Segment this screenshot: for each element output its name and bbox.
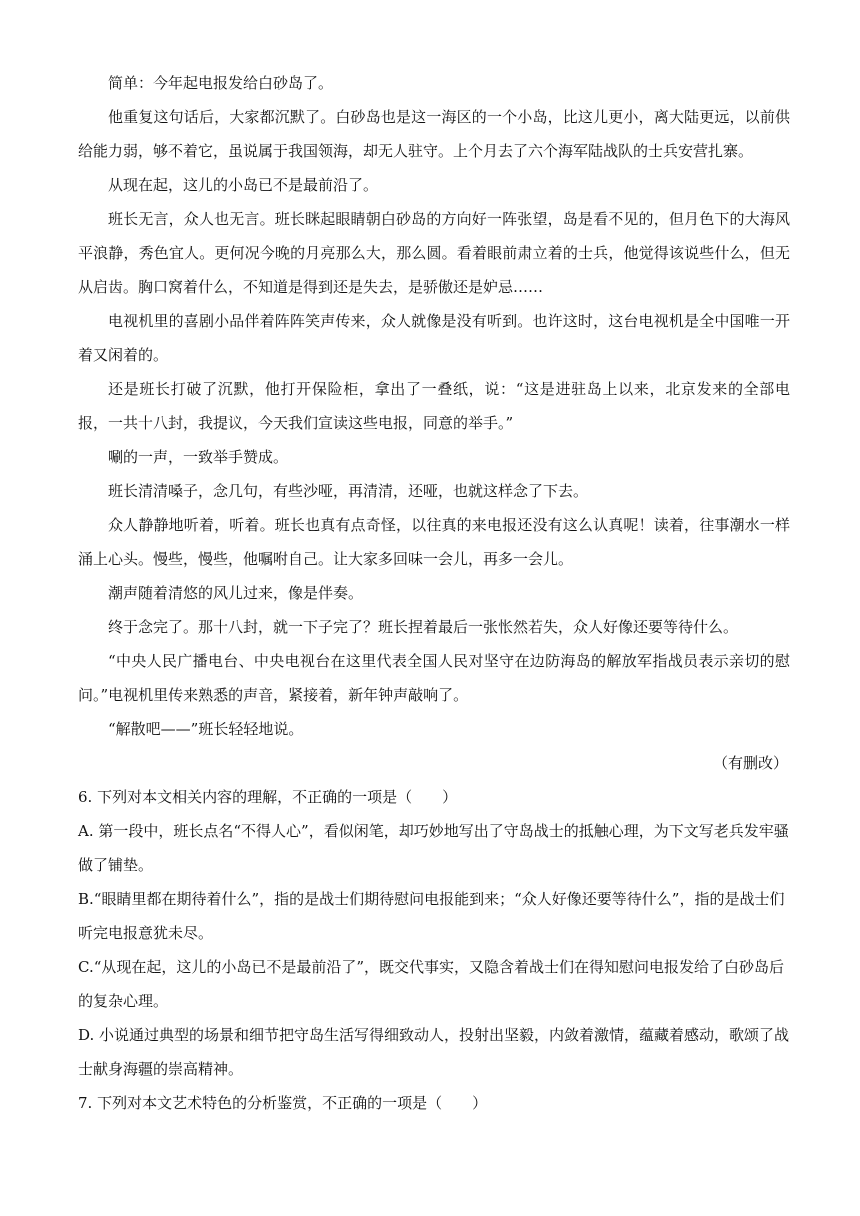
question-stem: 6. 下列对本文相关内容的理解，不正确的一项是（ ） [78, 788, 458, 806]
question-stem: 7. 下列对本文艺术特色的分析鉴赏，不正确的一项是（ ） [78, 1094, 488, 1112]
story-paragraph: 班长清清嗓子，念几句，有些沙哑，再清清，还哑，也就这样念了下去。 [108, 482, 589, 500]
story-paragraph: 终于念完了。那十八封，就一下子完了？班长捏着最后一张怅然若失，众人好像还要等待什么。 [108, 618, 739, 636]
story-paragraph: 唰的一声，一致举手赞成。 [108, 448, 289, 466]
story-paragraph: 电视机里的喜剧小品伴着阵阵笑声传来，众人就像是没有听到。也许这时，这台电视机是全中国唯一开着又闲着的。 [78, 312, 790, 364]
answer-option-a: A. 第一段中，班长点名“不得人心”，看似闲笔，却巧妙地写出了守岛战士的抵触心理，为下文写老兵发牢骚做了铺垫。 [78, 822, 789, 874]
story-paragraph: 简单：今年起电报发给白砂岛了。 [108, 74, 334, 92]
source-note: （有删改） [712, 754, 788, 772]
document-page [78, 66, 790, 1120]
story-paragraph: “解散吧——”班长轻轻地说。 [108, 720, 304, 738]
story-paragraph: 班长无言，众人也无言。班长眯起眼睛朝白砂岛的方向好一阵张望，岛是看不见的，但月色下的大海风平浪静，秀色宜人。更何况今晚的月亮那么大，那么圆。看着眼前肃立着的士兵，他觉得该说些什么，但无从启齿。胸口窝着什么，不知道是得到还是失去，是骄傲还是妒忌…… [78, 210, 790, 296]
answer-option-d: D. 小说通过典型的场景和细节把守岛生活写得细致动人，投射出坚毅，内敛着激情，蕴藏着感动，歌颂了战士献身海疆的崇高精神。 [78, 1026, 790, 1078]
story-paragraph: 众人静静地听着，听着。班长也真有点奇怪，以往真的来电报还没有这么认真呢！读着，往事潮水一样涌上心头。慢些，慢些，他嘱咐自己。让大家多回味一会儿，再多一会儿。 [78, 516, 790, 568]
story-paragraph: 潮声随着清悠的风儿过来，像是伴奏。 [108, 584, 364, 602]
answer-option-b: B.“眼睛里都在期待着什么”，指的是战士们期待慰问电报能到来；“众人好像还要等待什么”，指的是战士们听完电报意犹未尽。 [78, 890, 785, 942]
story-paragraph: “中央人民广播电台、中央电视台在这里代表全国人民对坚守在边防海岛的解放军指战员表示亲切的慰问。”电视机里传来熟悉的声音，紧接着，新年钟声敲响了。 [78, 652, 790, 704]
story-paragraph: 他重复这句话后，大家都沉默了。白砂岛也是这一海区的一个小岛，比这儿更小，离大陆更远，以前供给能力弱，够不着它，虽说属于我国领海，却无人驻守。上个月去了六个海军陆战队的士兵安营扎寨。 [78, 108, 790, 160]
answer-option-c: C.“从现在起，这儿的小岛已不是最前沿了”，既交代事实，又隐含着战士们在得知慰问电报发给了白砂岛后的复杂心理。 [78, 958, 785, 1010]
story-text [78, 66, 790, 780]
story-paragraph: 还是班长打破了沉默，他打开保险柜，拿出了一叠纸，说：“这是进驻岛上以来，北京发来的全部电报，一共十八封，我提议，今天我们宣读这些电报，同意的举手。” [78, 380, 790, 432]
question-section [78, 780, 790, 1120]
story-paragraph: 从现在起，这儿的小岛已不是最前沿了。 [108, 176, 379, 194]
